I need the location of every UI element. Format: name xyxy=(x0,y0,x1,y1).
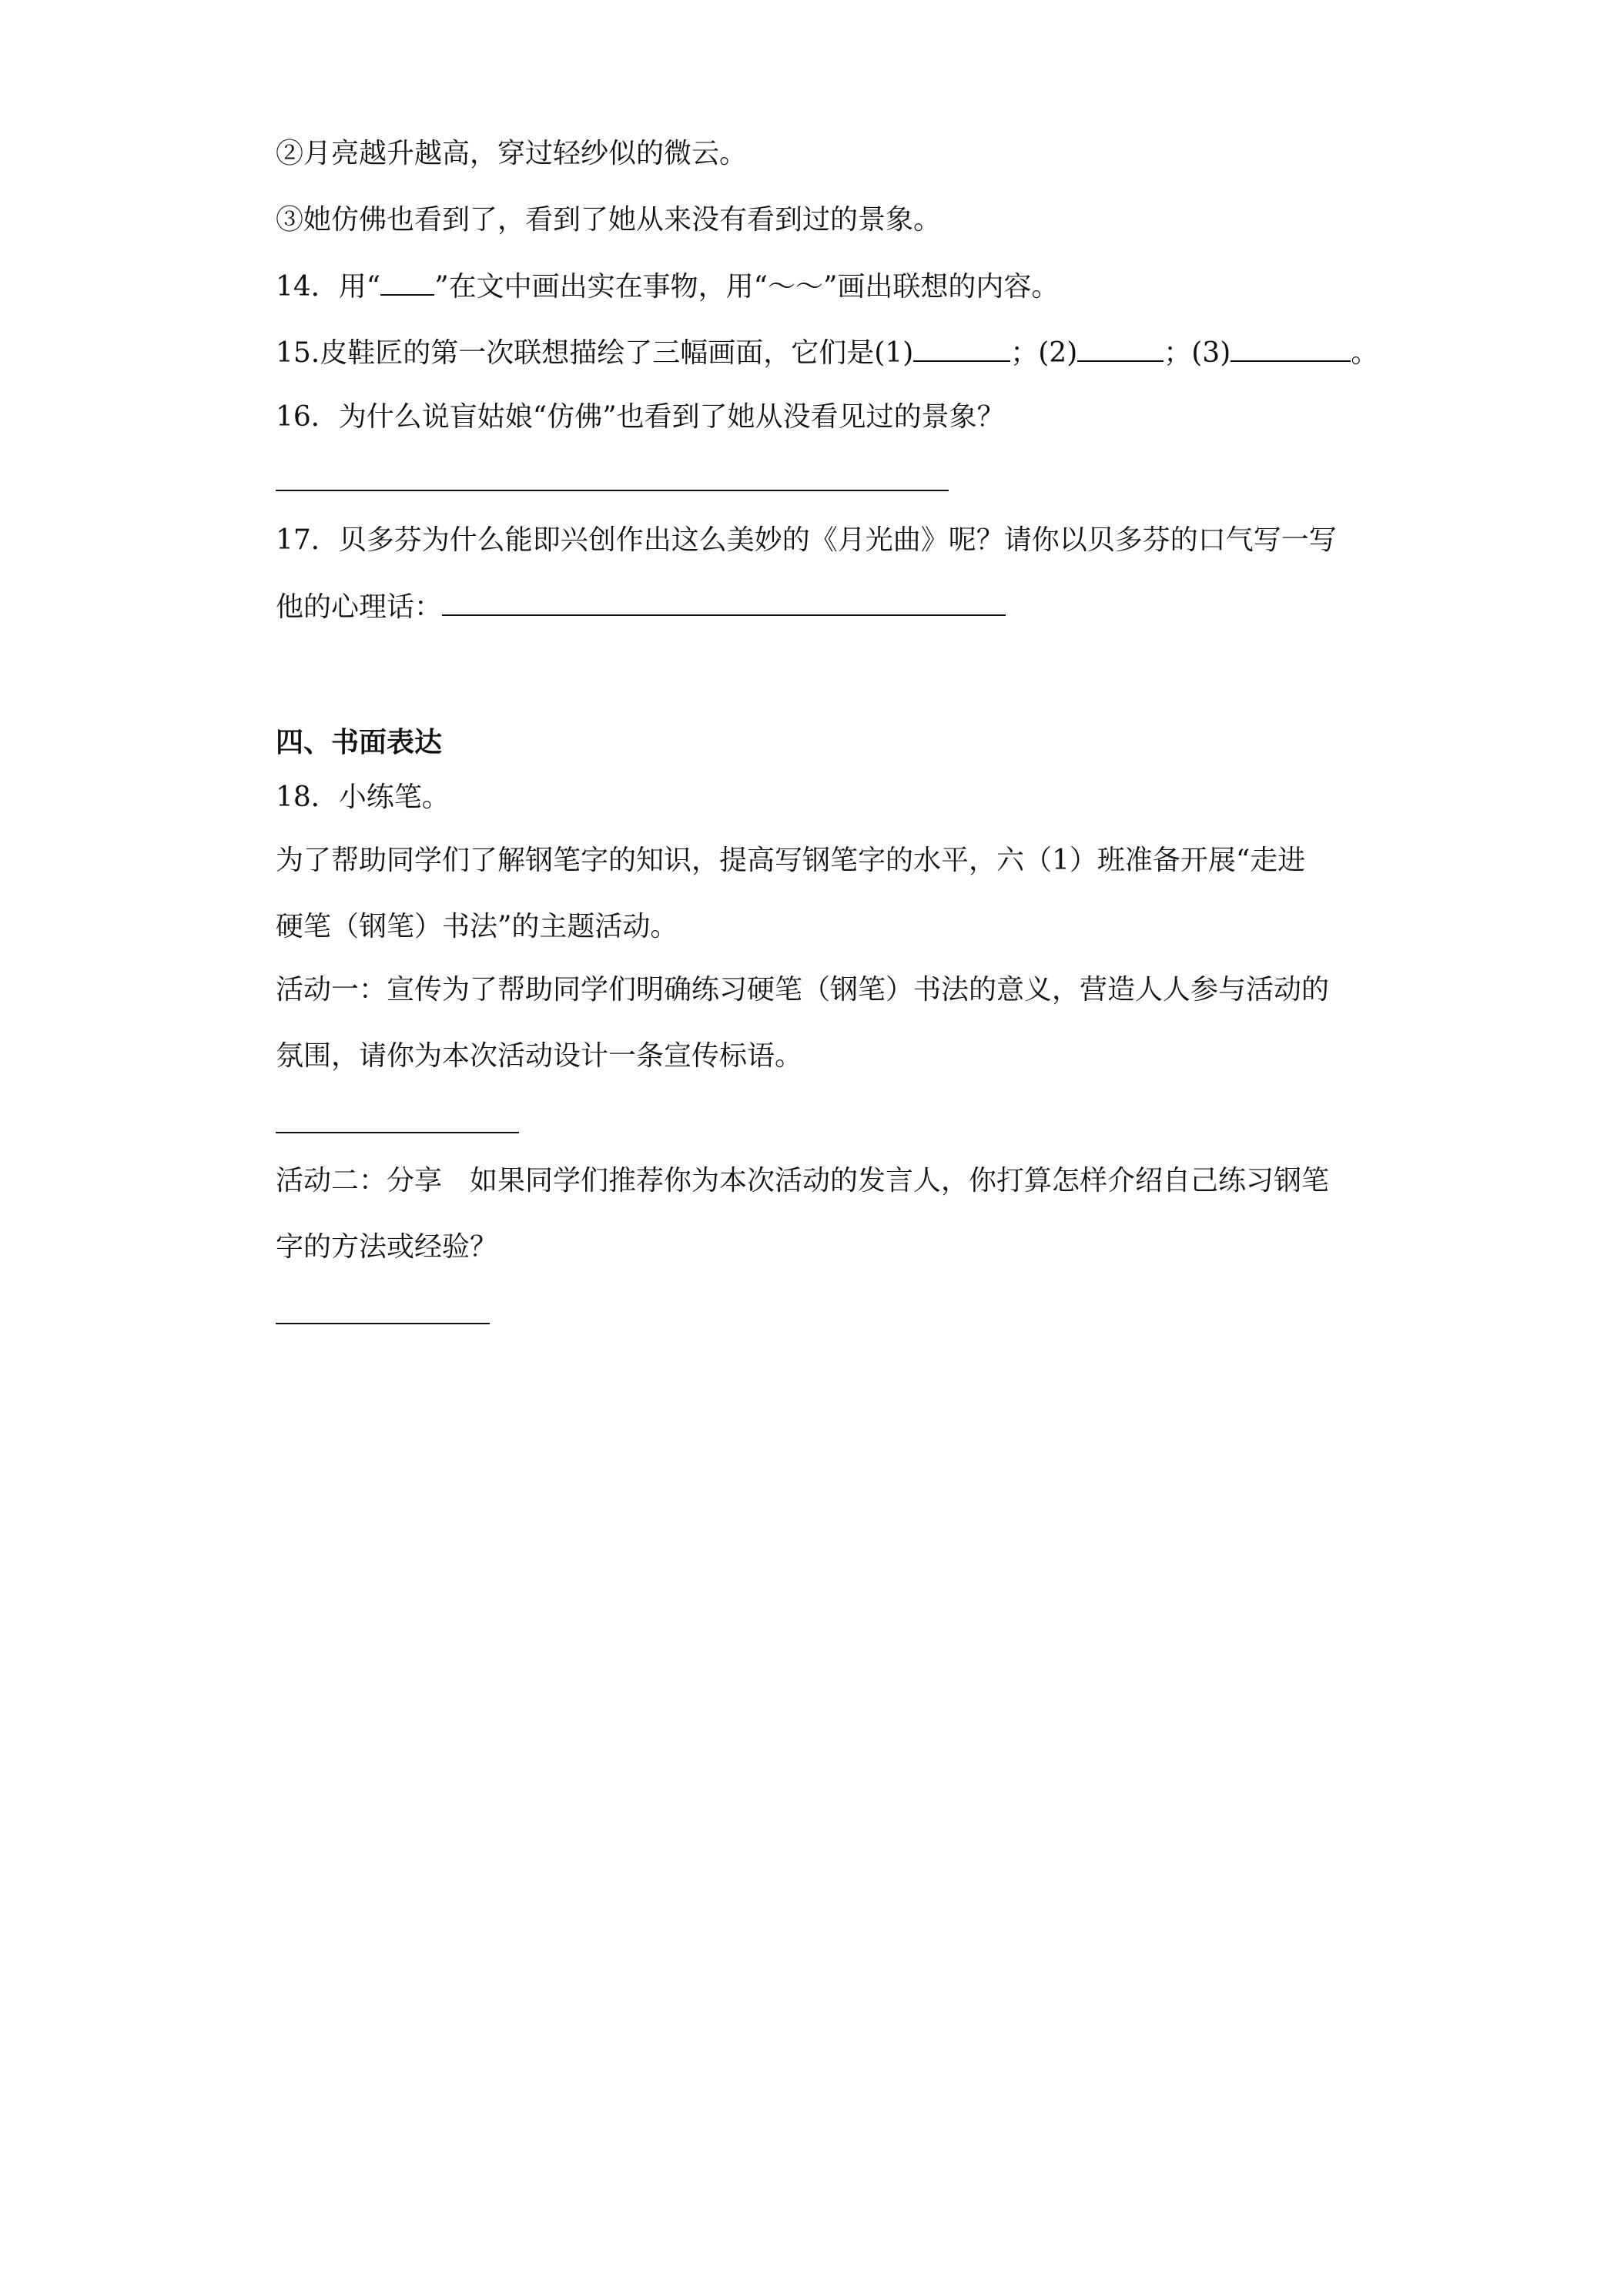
question-14-text-after: ”在文中画出实在事物，用“～～”画出联想的内容。 xyxy=(434,271,1060,303)
answer-line-activity-2[interactable] xyxy=(276,1323,490,1324)
question-18: 18．小练笔。 xyxy=(276,782,450,813)
intro-line-1: 为了帮助同学们了解钢笔字的知识，提高写钢笔字的水平，六（1）班准备开展“走进 xyxy=(276,845,1306,876)
answer-blank-15-1[interactable] xyxy=(913,334,1010,362)
answer-line-16[interactable] xyxy=(276,490,949,491)
question-16: 16．为什么说盲姑娘“仿佛”也看到了她从没看见过的景象？ xyxy=(276,401,1005,433)
activity-1-line-2: 氛围，请你为本次活动设计一条宣传标语。 xyxy=(276,1040,803,1072)
intro-line-2: 硬笔（钢笔）书法”的主题活动。 xyxy=(276,911,678,942)
activity-2-line-1: 活动二：分享 如果同学们推荐你为本次活动的发言人，你打算怎样介绍自己练习钢笔 xyxy=(276,1165,1330,1197)
activity-1-line-1: 活动一：宣传为了帮助同学们明确练习硬笔（钢笔）书法的意义，营造人人参与活动的 xyxy=(276,974,1330,1006)
question-15-sep-2: ；(2) xyxy=(1010,337,1078,369)
question-13-item-2: ②月亮越升越高，穿过轻纱似的微云。 xyxy=(276,138,748,169)
section-heading-writing: 四、书面表达 xyxy=(276,726,443,758)
question-15 xyxy=(276,334,1378,372)
question-14-underline-sample xyxy=(380,268,434,296)
answer-line-activity-1[interactable] xyxy=(276,1132,519,1133)
answer-blank-15-2[interactable] xyxy=(1077,334,1164,362)
question-17-text: 他的心理话： xyxy=(276,591,443,623)
question-14 xyxy=(276,268,1059,306)
question-15-sep-3: ；(3) xyxy=(1164,337,1231,369)
activity-2-line-2: 字的方法或经验？ xyxy=(276,1231,498,1263)
question-13-item-3: ③她仿佛也看到了，看到了她从来没有看到过的景象。 xyxy=(276,204,942,236)
answer-blank-17[interactable] xyxy=(442,588,1006,616)
question-15-text: 15.皮鞋匠的第一次联想描绘了三幅画面，它们是(1) xyxy=(276,337,914,369)
question-17-line-2 xyxy=(276,588,1006,626)
question-15-end: 。 xyxy=(1351,337,1379,369)
answer-blank-15-3[interactable] xyxy=(1231,334,1351,362)
question-17-line-1: 17．贝多芬为什么能即兴创作出这么美妙的《月光曲》呢？请你以贝多芬的口气写一写 xyxy=(276,524,1337,556)
question-14-text-before: 14．用“ xyxy=(276,271,381,303)
